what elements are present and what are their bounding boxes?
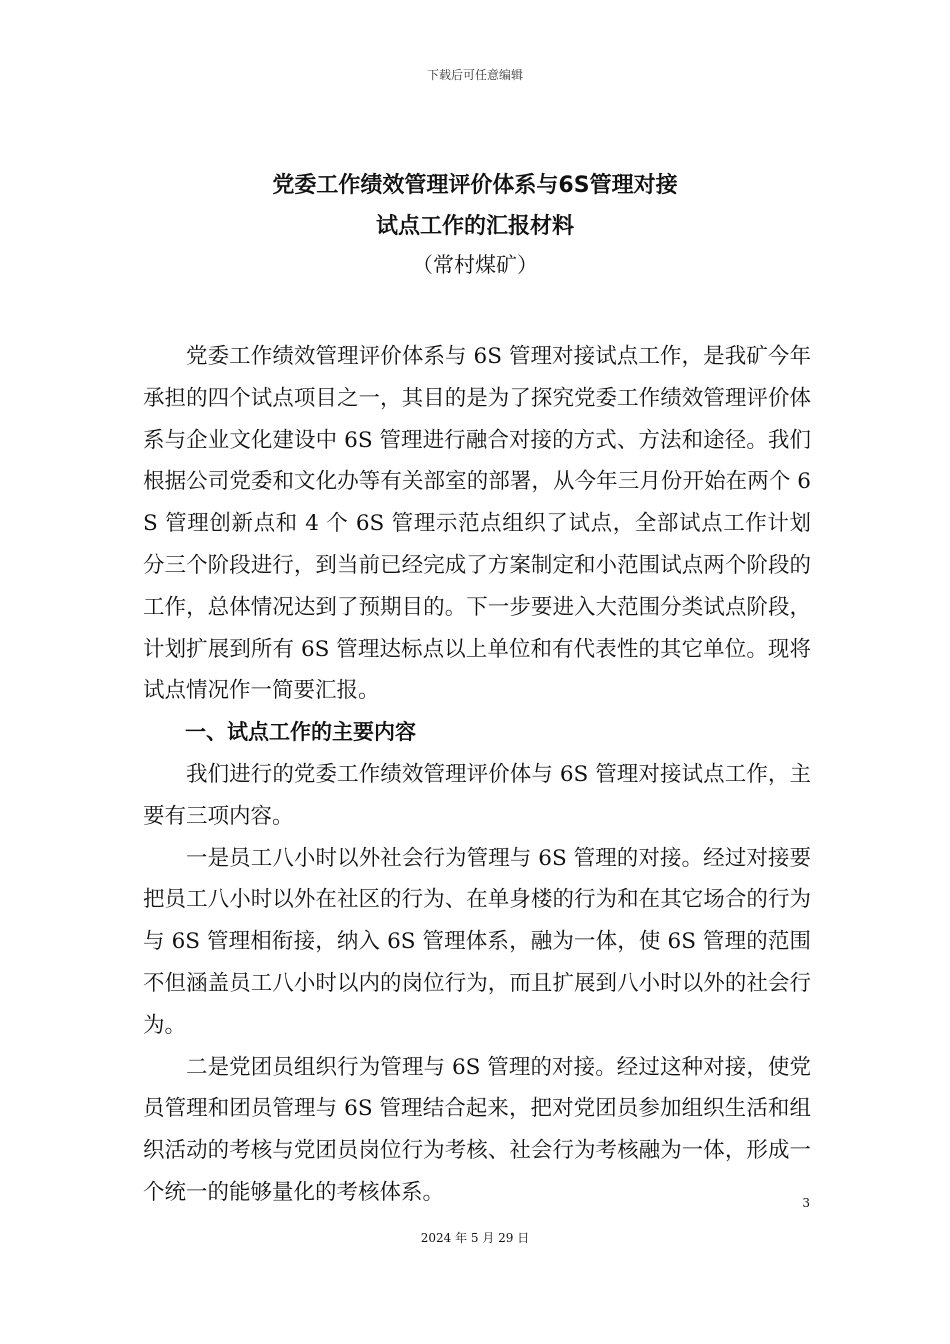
document-subtitle: （常村煤矿） (412, 253, 538, 277)
section-1-paragraph-1: 我们进行的党委工作绩效管理评价体与 6S 管理对接试点工作，主要有三项内容。 (143, 761, 811, 829)
document-title-line-2: 试点工作的汇报材料 (375, 214, 574, 239)
document-body (143, 336, 811, 1214)
section-1-paragraph-2: 一是员工八小时以外社会行为管理与 6S 管理的对接。经过对接要把员工八小时以外在社区的行为、在单身楼的行为和在其它场合的行为与 6S 管理相衔接，纳入 6S 管理体系，融为一体，使 6S 管理的范围不但涵盖员工八小时以内的岗位行为，而且扩展到八小时以外的社会行为。 (143, 845, 811, 1038)
document-title-line-1: 党委工作绩效管理评价体系与6S管理对接 (272, 173, 678, 198)
section-1-paragraph-3: 二是党团员组织行为管理与 6S 管理的对接。经过这种对接，使党员管理和团员管理与 6S 管理结合起来，把对党团员参加组织生活和组织活动的考核与党团员岗位行为考核、社会行为考核融为一体，形成一个统一的能够量化的考核体系。 (143, 1054, 811, 1205)
header-note: 下载后可任意编辑 (426, 68, 523, 82)
footer-date: 2024 年 5 月 29 日 (420, 1231, 530, 1245)
page-number: 3 (802, 1196, 810, 1210)
intro-paragraph: 党委工作绩效管理评价体系与 6S 管理对接试点工作，是我矿今年承担的四个试点项目之一，其目的是为了探究党委工作绩效管理评价体系与企业文化建设中 6S 管理进行融合对接的方式、方法和途径。我们根据公司党委和文化办等有关部室的部署，从今年三月份开始在两个 6S 管理创新点和 4 个 6S 管理示范点组织了试点，全部试点工作计划分三个阶段进行，到当前已经完成了方案制定和小范围试点两个阶段的工作，总体情况达到了预期目的。下一步要进入大范围分类试点阶段，计划扩展到所有 6S 管理达标点以上单位和有代表性的其它单位。现将试点情况作一简要汇报。 (143, 344, 811, 704)
section-heading-1: 一、试点工作的主要内容 (185, 720, 416, 745)
